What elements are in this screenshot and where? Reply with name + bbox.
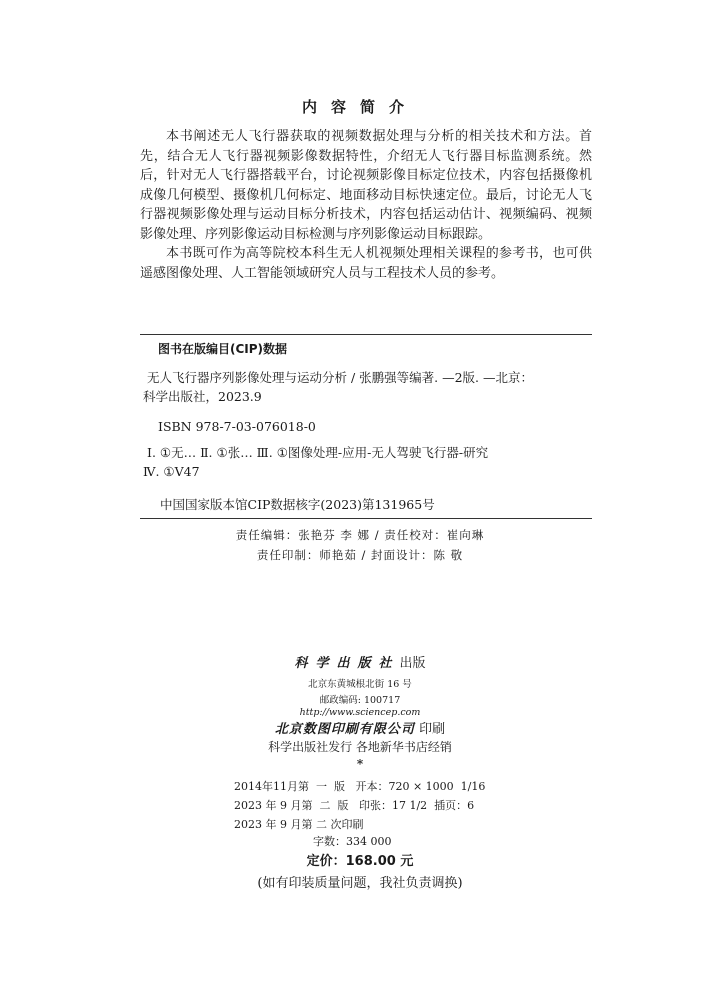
cip-entry-line-1: 无人飞行器序列影像处理与运动分析 / 张鹏强等编著. —2版. —北京：	[147, 370, 534, 385]
printer-suffix: 印刷	[419, 722, 446, 737]
cip-top-rule	[140, 334, 592, 335]
cip-record-number: 中国国家版本馆CIP数据核字(2023)第131965号	[160, 497, 435, 512]
publisher-name: 科学出版社	[294, 656, 400, 671]
credits-line-1: 责任编辑：张艳芬 李 娜 / 责任校对：崔向琳	[235, 528, 485, 542]
price: 定价：168.00 元	[306, 854, 414, 869]
cip-heading: 图书在版编目(CIP)数据	[158, 342, 288, 356]
summary-title: 内容简介	[301, 98, 418, 116]
edition-line-1: 2014年11月第 一 版 开本：720 × 1000 1/16	[234, 780, 486, 793]
cip-classification	[143, 443, 591, 481]
publisher-postcode: 邮政编码: 100717	[319, 695, 401, 706]
cip-entry-line-2: 科学出版社，2023.9	[143, 389, 262, 404]
cip-isbn: ISBN 978-7-03-076018-0	[158, 419, 316, 434]
edition-line-2: 2023 年 9 月第 二 版 印张：17 1/2 插页：6	[234, 799, 475, 812]
credits-line-2: 责任印制：师艳茹 / 封面设计：陈 敬	[256, 548, 464, 562]
quality-notice: (如有印装质量问题，我社负责调换)	[257, 876, 463, 891]
cip-bibliographic-entry	[143, 368, 591, 406]
cip-classification-line-1: Ⅰ. ①无… Ⅱ. ①张… Ⅲ. ①图像处理-应用-无人驾驶飞行器-研究	[147, 445, 489, 460]
cip-classification-line-2: Ⅳ. ①V47	[143, 464, 200, 479]
publisher-url: http://www.sciencep.com	[299, 707, 421, 718]
separator-star: *	[356, 757, 364, 771]
word-count: 字数：334 000	[313, 835, 392, 848]
publisher-address: 北京东黄城根北街 16 号	[308, 679, 412, 690]
printing-line: 2023 年 9 月第 二 次印刷	[234, 818, 364, 831]
summary-paragraph-1: 本书阐述无人飞行器获取的视频数据处理与分析的相关技术和方法。首先，结合无人飞行器视频影像数据特性，介绍无人飞行器目标监测系统。然后，针对无人飞行器搭载平台，讨论视频影像目标定位技术，内容包括摄像机成像几何模型、摄像机几何标定、地面移动目标快速定位。最后，讨论无人飞行器视频影像处理与运动目标分析技术，内容包括运动估计、视频编码、视频影像处理、序列影像运动目标检测与序列影像运动目标跟踪。	[140, 129, 592, 242]
publisher-suffix: 出版	[399, 656, 426, 671]
distribution-line: 科学出版社发行 各地新华书店经销	[268, 740, 452, 754]
summary-paragraph-2: 本书既可作为高等院校本科生无人机视频处理相关课程的参考书，也可供遥感图像处理、人工智能领域研究人员与工程技术人员的参考。	[140, 246, 592, 281]
cip-bottom-rule	[140, 518, 592, 519]
summary-body	[140, 127, 592, 283]
printer-name: 北京数图印刷有限公司	[274, 722, 415, 737]
publisher-line	[0, 652, 720, 671]
printer-line	[0, 718, 720, 737]
